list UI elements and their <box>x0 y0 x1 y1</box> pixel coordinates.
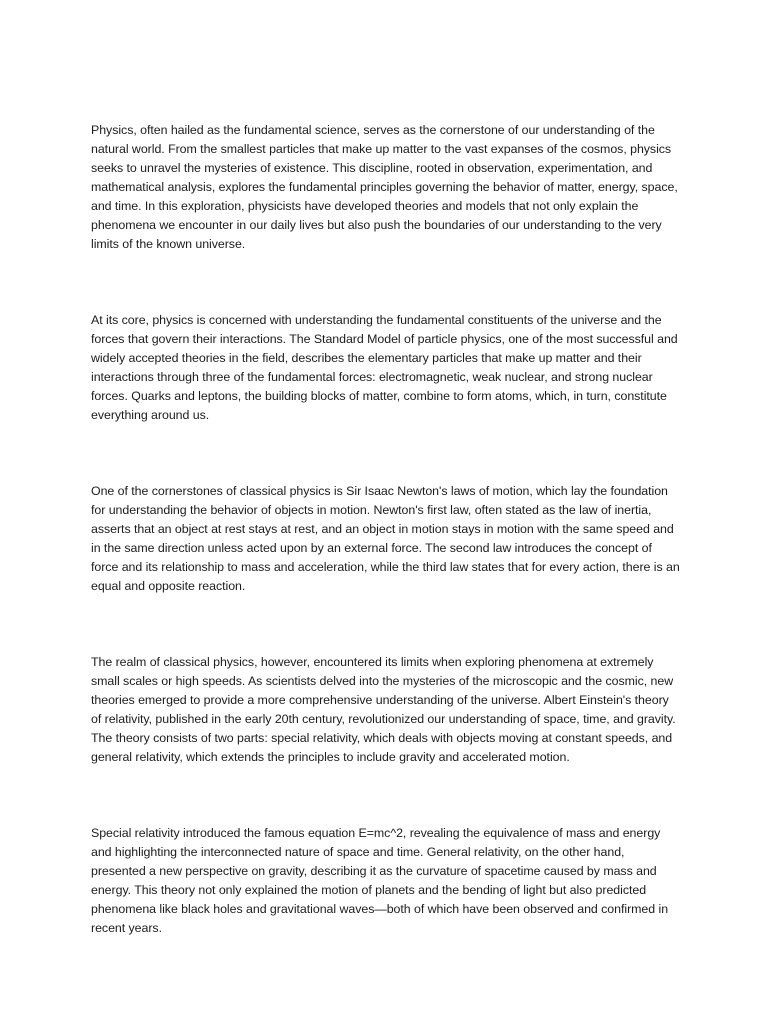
paragraph-standard-model: At its core, physics is concerned with understanding the fundamental constituents of the universe and the forces that govern their interactions. The Standard Model of particle physics, one of the most successful and widely accepted theories in the field, describes the elementary particles that make up matter and their interactions through three of the fundamental forces: electromagnetic, weak nuclear, and strong nuclear forces. Quarks and leptons, the building blocks of matter, combine to form atoms, which, in turn, constitute everything around us. <box>91 313 678 422</box>
paragraph-relativity: The realm of classical physics, however, encountered its limits when exploring phenomena at extremely small scales or high speeds. As scientists delved into the mysteries of the microscopic and the cosmic, new theories emerged to provide a more comprehensive understanding of the universe. Albert Einstein's theory of relativity, published in the early 20th century, revolutionized our understanding of space, time, and gravity. The theory consists of two parts: special relativity, which deals with objects moving at constant speeds, and general relativity, which extends the principles to include gravity and accelerated motion. <box>91 655 676 764</box>
paragraph-intro: Physics, often hailed as the fundamental science, serves as the cornerstone of our understanding of the natural world. From the smallest particles that make up matter to the vast expanses of the cosmos, physics seeks to unravel the mysteries of existence. This discipline, rooted in observation, experimentation, and mathematical analysis, explores the fundamental principles governing the behavior of matter, energy, space, and time. In this exploration, physicists have developed theories and models that not only explain the phenomena we encounter in our daily lives but also push the boundaries of our understanding to the very limits of the known universe. <box>91 123 678 251</box>
document-body <box>91 121 681 995</box>
paragraph-special-general-relativity: Special relativity introduced the famous equation E=mc^2, revealing the equivalence of mass and energy and highlighting the interconnected nature of space and time. General relativity, on the other hand, presented a new perspective on gravity, describing it as the curvature of spacetime caused by mass and energy. This theory not only explained the motion of planets and the bending of light but also predicted phenomena like black holes and gravitational waves—both of which have been observed and confirmed in recent years. <box>91 826 669 935</box>
paragraph-newton-laws: One of the cornerstones of classical physics is Sir Isaac Newton's laws of motion, which lay the foundation for understanding the behavior of objects in motion. Newton's first law, often stated as the law of inertia, asserts that an object at rest stays at rest, and an object in motion stays in motion with the same speed and in the same direction unless acted upon by an external force. The second law introduces the concept of force and its relationship to mass and acceleration, while the third law states that for every action, there is an equal and opposite reaction. <box>91 484 680 593</box>
